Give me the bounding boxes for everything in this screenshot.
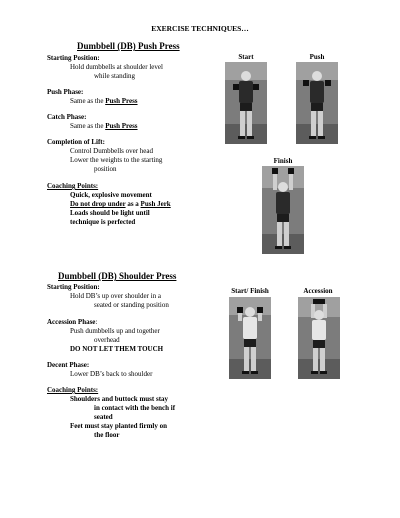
push-press-coaching-point-2: Do not drop under as a Push Jerk bbox=[70, 200, 171, 208]
completion-label: Completion of Lift: bbox=[47, 138, 105, 146]
accession-label: Accession Phase: bbox=[47, 318, 98, 326]
shoulder-press-coaching-1b: in contact with the bench if bbox=[94, 404, 176, 412]
photo-shoulder-press-accession bbox=[298, 297, 340, 379]
shoulder-press-coaching-2b: the floor bbox=[94, 431, 120, 439]
push-phase-label: Push Phase: bbox=[47, 88, 84, 96]
push-press-ref: Push Press bbox=[105, 97, 138, 105]
push-press-coaching-point-3b: technique is perfected bbox=[70, 218, 136, 226]
push-press-coaching-point-1: Quick, explosive movement bbox=[70, 191, 152, 199]
shoulder-press-starting-label: Starting Position: bbox=[47, 283, 100, 291]
shoulder-press-starting-text-2: seated or standing position bbox=[94, 301, 169, 309]
photo-push-press-push bbox=[296, 62, 338, 144]
page-heading: EXERCISE TECHNIQUES… bbox=[151, 24, 249, 33]
photo-label-push: Push bbox=[309, 53, 325, 61]
accession-text-1: Push dumbbells up and together bbox=[70, 327, 160, 335]
catch-phase-text: Same as the Push Press bbox=[70, 122, 138, 130]
photo-push-press-start bbox=[225, 62, 267, 144]
photo-label-finish: Finish bbox=[273, 157, 293, 165]
shoulder-press-starting-text-1: Hold DB’s up over shoulder in a bbox=[70, 292, 161, 300]
shoulder-press-coaching-1a: Shoulders and buttock must stay bbox=[70, 395, 169, 403]
push-phase-text: Same as the Push Press bbox=[70, 97, 138, 105]
shoulder-press-title: Dumbbell (DB) Shoulder Press bbox=[58, 271, 177, 281]
shoulder-press-coaching-label: Coaching Points: bbox=[47, 386, 99, 394]
push-press-title: Dumbbell (DB) Push Press bbox=[77, 41, 180, 51]
completion-text-2: Lower the weights to the starting bbox=[70, 156, 163, 164]
shoulder-press-coaching-2a: Feet must stay planted firmly on bbox=[70, 422, 168, 430]
push-press-starting-text-1: Hold dumbbells at shoulder level bbox=[70, 63, 163, 71]
photo-label-accession: Accession bbox=[303, 287, 333, 295]
catch-phase-label: Catch Phase: bbox=[47, 113, 87, 121]
shoulder-press-coaching-1c: seated bbox=[94, 413, 113, 421]
push-press-coaching-label: Coaching Points: bbox=[47, 182, 99, 190]
decent-phase-label: Decent Phase: bbox=[47, 361, 90, 369]
completion-text-3: position bbox=[94, 165, 117, 173]
photo-shoulder-press-start bbox=[229, 297, 271, 379]
photo-label-start-finish: Start/ Finish bbox=[231, 287, 269, 295]
push-press-coaching-point-3a: Loads should be light until bbox=[70, 209, 150, 217]
push-press-starting-text-2: while standing bbox=[94, 72, 136, 80]
push-press-starting-label: Starting Position: bbox=[47, 54, 100, 62]
decent-phase-text: Lower DB’s back to shoulder bbox=[70, 370, 153, 378]
photo-label-start: Start bbox=[238, 53, 254, 61]
accession-warning: DO NOT LET THEM TOUCH bbox=[70, 345, 164, 353]
photo-push-press-finish bbox=[262, 166, 304, 254]
catch-press-ref: Push Press bbox=[105, 122, 138, 130]
completion-text-1: Control Dumbbells over head bbox=[70, 147, 154, 155]
accession-text-2: overhead bbox=[94, 336, 120, 344]
